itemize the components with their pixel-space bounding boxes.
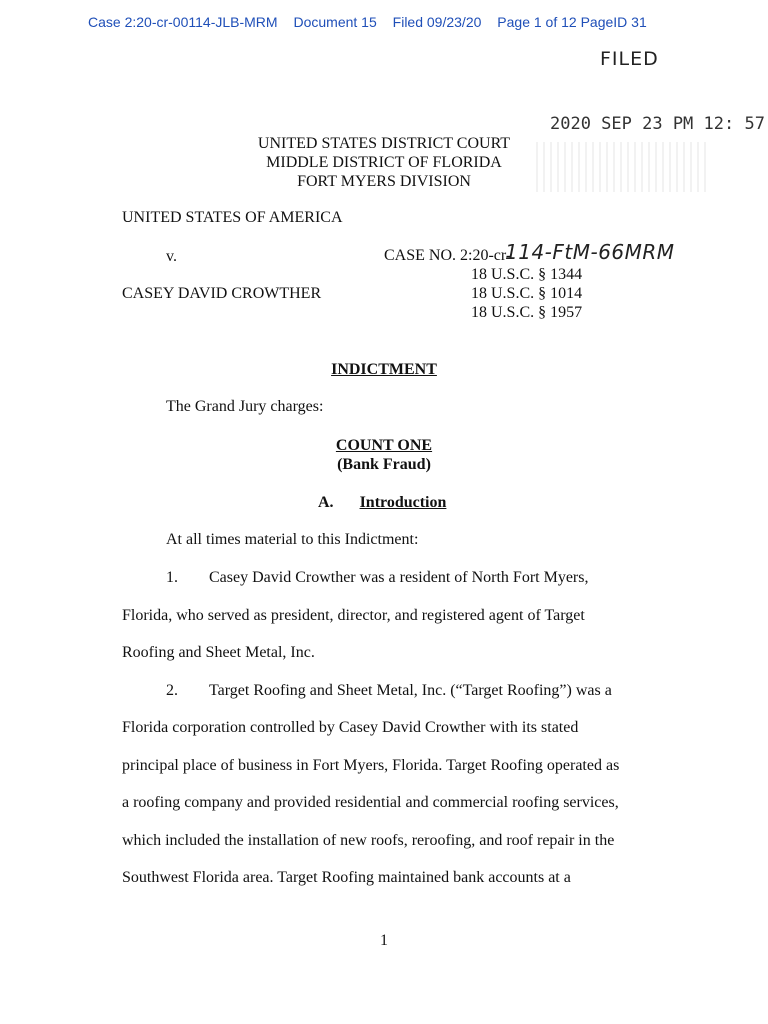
paragraph-line: Florida corporation controlled by Casey David Crowther with its stated <box>122 719 579 736</box>
paragraph-line: Casey David Crowther was a resident of North Fort Myers, <box>209 569 589 586</box>
paragraph-line: principal place of business in Fort Myers, Florida. Target Roofing operated as <box>122 757 620 774</box>
grand-jury-charges: The Grand Jury charges: <box>166 398 324 415</box>
count-title: COUNT ONE <box>335 437 433 454</box>
header-filed-date: Filed 09/23/20 <box>392 14 482 30</box>
court-district: MIDDLE DISTRICT OF FLORIDA <box>266 154 502 171</box>
page-number: 1 <box>380 932 388 949</box>
court-heading <box>0 134 768 191</box>
versus-label: v. <box>166 248 177 265</box>
statute-item: 18 U.S.C. § 1344 <box>471 266 583 283</box>
paragraph-number: 1. <box>166 569 178 586</box>
section-title: Introduction <box>359 494 447 511</box>
ecf-header <box>88 14 659 30</box>
section-heading <box>318 494 446 512</box>
header-document: Document 15 <box>293 14 377 30</box>
clerk-date-stamp: 2020 SEP 23 PM 12: 57 <box>550 114 765 134</box>
paragraph-line: Target Roofing and Sheet Metal, Inc. (“Target Roofing”) was a <box>209 682 612 699</box>
count-subtitle: (Bank Fraud) <box>337 456 431 473</box>
paragraph-line: a roofing company and provided residential and commercial roofing services, <box>122 794 619 811</box>
paragraph-number: 2. <box>166 682 178 699</box>
section-letter: A. <box>318 494 334 511</box>
header-page-info: Page 1 of 12 PageID 31 <box>497 14 647 30</box>
paragraph-line: which included the installation of new roofs, reroofing, and roof repair in the <box>122 832 615 849</box>
intro-line: At all times material to this Indictment: <box>166 531 419 548</box>
paragraph-line: Florida, who served as president, director, and registered agent of Target <box>122 607 585 624</box>
statute-list <box>471 265 582 322</box>
statute-item: 18 U.S.C. § 1957 <box>471 304 583 321</box>
case-number-handwritten: 114-FtM-66MRM <box>505 240 675 264</box>
statute-item: 18 U.S.C. § 1014 <box>471 285 583 302</box>
document-title: INDICTMENT <box>331 361 437 378</box>
court-division: FORT MYERS DIVISION <box>297 173 471 190</box>
defendant-name: CASEY DAVID CROWTHER <box>122 285 322 302</box>
paragraph-line: Roofing and Sheet Metal, Inc. <box>122 644 315 661</box>
case-number-label: CASE NO. 2:20-cr- <box>384 247 512 264</box>
header-case-number: Case 2:20-cr-00114-JLB-MRM <box>88 14 278 30</box>
court-name: UNITED STATES DISTRICT COURT <box>257 135 511 152</box>
paragraph-line: Southwest Florida area. Target Roofing maintained bank accounts at a <box>122 869 571 886</box>
filed-handwriting: FILED <box>600 48 659 70</box>
count-heading <box>0 436 768 474</box>
plaintiff-name: UNITED STATES OF AMERICA <box>122 209 343 226</box>
